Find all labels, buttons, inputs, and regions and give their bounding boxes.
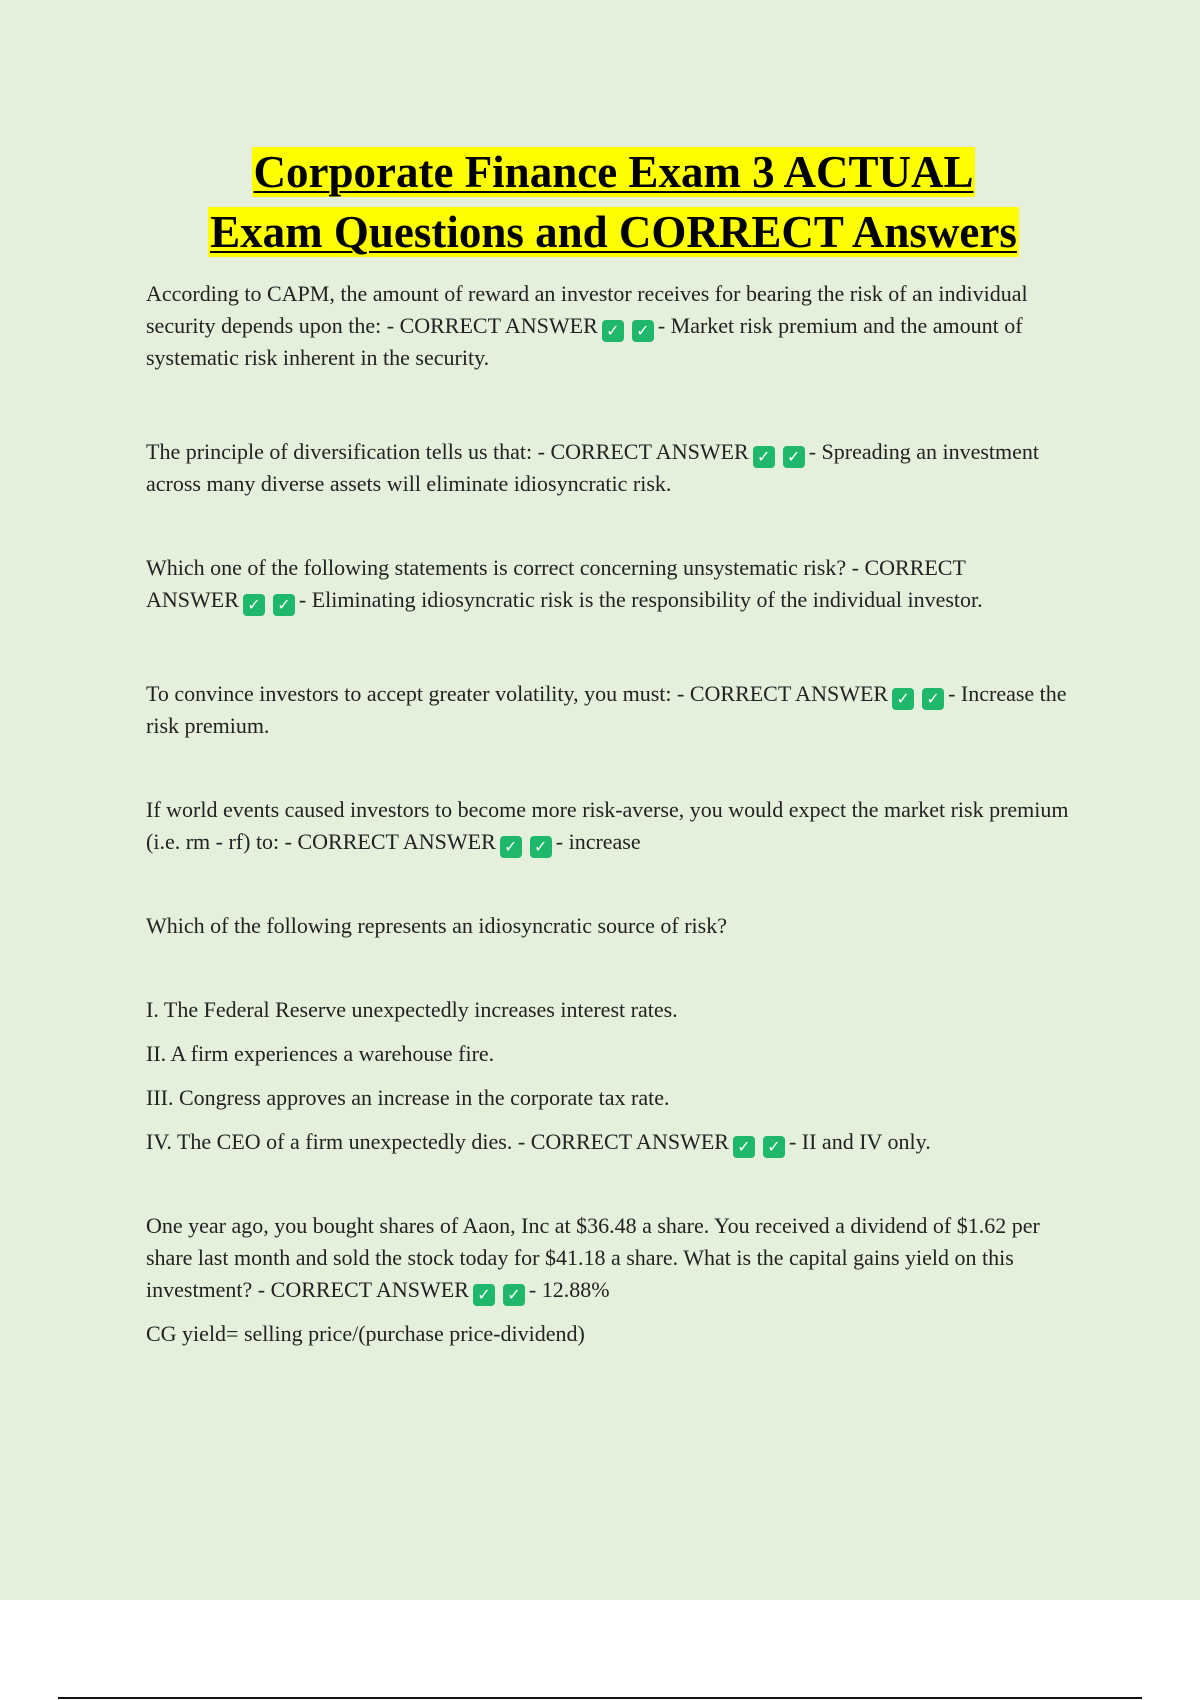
check-mark-icon: ✓: [632, 320, 654, 342]
correct-answer-label: CORRECT ANSWER: [399, 313, 598, 338]
check-mark-icon: ✓: [602, 320, 624, 342]
check-mark-icon: ✓: [763, 1136, 785, 1158]
answer-text: - 12.88%: [528, 1277, 610, 1302]
question-text: According to CAPM, the amount of reward an investor receives for bearing the risk of an individual security depends upon the: -: [146, 281, 1028, 338]
question-block-1: [146, 278, 1081, 374]
question-block-7: [146, 1210, 1081, 1306]
question-block-6: [146, 910, 1081, 942]
answer-text: - Eliminating idiosyncratic risk is the responsibility of the individual investor.: [298, 587, 983, 612]
option-text: II. A firm experiences a warehouse fire.: [146, 1041, 495, 1066]
title-line-2: Exam Questions and CORRECT Answers: [210, 207, 1017, 257]
option-text: IV. The CEO of a firm unexpectedly dies. -: [146, 1129, 531, 1154]
question-block-3: [146, 552, 1081, 616]
correct-answer-label: CORRECT ANSWER: [270, 1277, 469, 1302]
check-mark-icon: ✓: [530, 836, 552, 858]
document-content: [146, 142, 1081, 1350]
answer-text: - II and IV only.: [788, 1129, 931, 1154]
question-text: The principle of diversification tells us that: -: [146, 439, 551, 464]
question-text: To convince investors to accept greater volatility, you must: -: [146, 681, 690, 706]
check-mark-icon: ✓: [733, 1136, 755, 1158]
option-text: I. The Federal Reserve unexpectedly increases interest rates.: [146, 997, 678, 1022]
check-mark-icon: ✓: [753, 446, 775, 468]
correct-answer-label: CORRECT ANSWER: [530, 1129, 729, 1154]
option-iii: [146, 1082, 1081, 1114]
option-i: [146, 994, 1081, 1026]
correct-answer-label: CORRECT ANSWER: [297, 829, 496, 854]
formula-note: [146, 1318, 1081, 1350]
check-mark-icon: ✓: [500, 836, 522, 858]
check-mark-icon: ✓: [783, 446, 805, 468]
option-ii: [146, 1038, 1081, 1070]
question-text: If world events caused investors to become more risk-averse, you would expect the market risk premium (i.e. rm - rf) to: -: [146, 797, 1069, 854]
question-block-2: [146, 436, 1081, 500]
question-text: Which of the following represents an idiosyncratic source of risk?: [146, 913, 727, 938]
question-block-5: [146, 794, 1081, 858]
answer-text: - Spreading an investment across many diverse assets will eliminate idiosyncratic risk.: [146, 439, 1040, 496]
check-mark-icon: ✓: [922, 688, 944, 710]
question-text: One year ago, you bought shares of Aaon, Inc at $36.48 a share. You received a dividend of $1.62 per share last month and sold the stock today for $41.18 a share. What is the capital gains yield on this investment? -: [146, 1213, 1040, 1302]
option-iv: [146, 1126, 1081, 1158]
check-mark-icon: ✓: [503, 1284, 525, 1306]
note-text: CG yield= selling price/(purchase price-dividend): [146, 1321, 585, 1346]
check-mark-icon: ✓: [473, 1284, 495, 1306]
option-text: III. Congress approves an increase in the corporate tax rate.: [146, 1085, 670, 1110]
question-block-4: [146, 678, 1081, 742]
footer-divider: [58, 1697, 1142, 1699]
answer-text: - Increase the risk premium.: [146, 681, 1067, 738]
correct-answer-label-b: ANSWER: [146, 587, 239, 612]
correct-answer-label: CORRECT ANSWER: [550, 439, 749, 464]
title-line-1: Corporate Finance Exam 3 ACTUAL: [253, 147, 974, 197]
check-mark-icon: ✓: [273, 594, 295, 616]
question-text: Which one of the following statements is correct concerning unsystematic risk? -: [146, 555, 865, 580]
answer-text: - increase: [555, 829, 641, 854]
document-title: [146, 142, 1081, 262]
check-mark-icon: ✓: [892, 688, 914, 710]
answer-text: - Market risk premium and the amount of systematic risk inherent in the security.: [146, 313, 1023, 370]
correct-answer-label: CORRECT ANSWER: [689, 681, 889, 706]
check-mark-icon: ✓: [243, 594, 265, 616]
correct-answer-label-a: CORRECT: [864, 555, 966, 580]
